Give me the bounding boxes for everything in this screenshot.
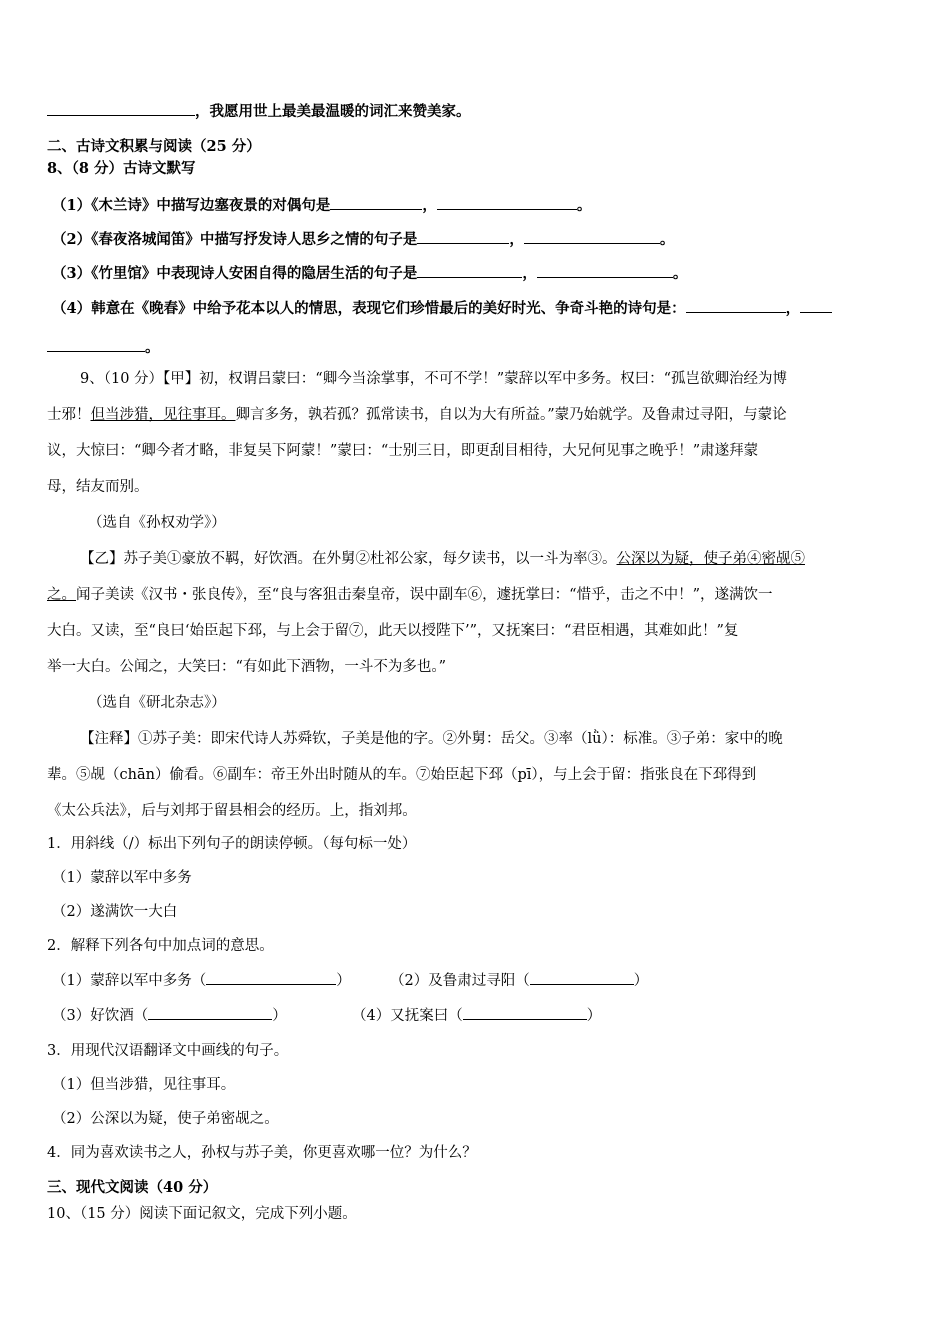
- q9-jia-source: （选自《孙权劝学》）: [88, 515, 226, 531]
- answer-blank[interactable]: [437, 195, 577, 210]
- underlined-sentence: 公深以为疑，使子弟④密觇⑤: [616, 551, 805, 567]
- q9-sub2-d: （4）又抚案曰（ ）: [352, 1005, 601, 1026]
- q9-sub1-question: 1．用斜线（/）标出下列句子的朗读停顿。（每句标一处）: [47, 836, 417, 852]
- top-line: ，我愿用世上最美最温暖的词汇来赞美家。: [47, 101, 471, 122]
- answer-blank[interactable]: [206, 970, 336, 985]
- q9-sub2-b: （2）及鲁肃过寻阳（ ）: [390, 970, 648, 991]
- section-2-title: 二、古诗文积累与阅读（25 分）: [47, 138, 261, 155]
- q9-sub3-a: （1）但当涉猎，见往事耳。: [52, 1077, 236, 1093]
- q9-yi-source: （选自《研北杂志》）: [88, 695, 226, 711]
- q9-jia-line-3: 议，大惊曰：“卿今者才略，非复吴下阿蒙！”蒙曰：“士别三日，即更刮目相待，大兄何见事之晚乎！”肃遂拜蒙: [47, 443, 759, 459]
- q9-sub3-question: 3．用现代汉语翻译文中画线的句子。: [47, 1043, 289, 1059]
- answer-blank[interactable]: [463, 1005, 587, 1020]
- q9-sub2-question: 2．解释下列各句中加点词的意思。: [47, 938, 274, 954]
- answer-blank[interactable]: [417, 263, 522, 278]
- q9-note-line-3: 《太公兵法》，后与刘邦于留县相会的经历。上，指刘邦。: [47, 803, 417, 819]
- answer-blank[interactable]: [524, 229, 660, 244]
- answer-blank[interactable]: [417, 229, 509, 244]
- q8-heading: 8、（8 分）古诗文默写: [47, 160, 196, 177]
- q9-yi-line-3: 大白。又读，至“良曰‘始臣起下邳，与上会于留⑦，此天以授陛下’”，又抚案曰：“君臣相遇，其难如此！”复: [47, 623, 739, 639]
- q8-item-3: （3）《竹里馆》中表现诗人安困自得的隐居生活的句子是 ， 。: [52, 265, 688, 282]
- q9-jia-line-1: 9、（10 分）【甲】初，权谓吕蒙曰：“卿今当涂掌事，不可不学！”蒙辞以军中多务。权曰：“孤岂欲卿治经为博: [80, 371, 788, 387]
- q9-yi-line-1: 【乙】苏子美①豪放不羁，好饮酒。在外舅②杜祁公家，每夕读书，以一斗为率③。公深以为疑，使子弟④密觇⑤: [80, 551, 805, 567]
- q8-item-4-cont: 。: [47, 337, 160, 358]
- answer-blank[interactable]: [686, 298, 786, 313]
- answer-blank[interactable]: [47, 101, 195, 116]
- answer-blank[interactable]: [330, 195, 422, 210]
- q9-sub3-b: （2）公深以为疑，使子弟密觇之。: [52, 1111, 279, 1127]
- q9-jia-line-2: 士邪！但当涉猎，见往事耳。卿言多务，孰若孤？孤常读书，自以为大有所益。”蒙乃始就学。及鲁肃过寻阳，与蒙论: [47, 407, 787, 423]
- q9-yi-line-2: 之。闻子美读《汉书・张良传》，至“良与客狙击秦皇帝，误中副车⑥，遽抚掌曰：“惜乎，击之不中！”，遂满饮一: [47, 587, 773, 603]
- q9-sub1-a: （1）蒙辞以军中多务: [52, 870, 192, 886]
- q8-item-1: （1）《木兰诗》中描写边塞夜景的对偶句是 ， 。: [52, 197, 592, 214]
- q9-sub1-b: （2）遂满饮一大白: [52, 904, 178, 920]
- underlined-sentence: 但当涉猎，见往事耳。: [90, 407, 236, 423]
- answer-blank[interactable]: [47, 337, 145, 352]
- q9-note-line-2: 辈。⑤觇（chān）偷看。⑥副车：帝王外出时随从的车。⑦始臣起下邳（pī），与上会于留：指张良在下邳得到: [47, 767, 757, 783]
- answer-blank[interactable]: [800, 298, 832, 313]
- q8-item-2: （2）《春夜洛城闻笛》中描写抒发诗人思乡之情的句子是 ， 。: [52, 231, 675, 248]
- answer-blank[interactable]: [148, 1005, 272, 1020]
- q9-note-line-1: 【注释】①苏子美：即宋代诗人苏舜钦，子美是他的字。②外舅：岳父。③率（lǜ）：标准。③子弟：家中的晚: [80, 731, 783, 747]
- answer-blank[interactable]: [530, 970, 634, 985]
- q8-item-4: （4）韩意在《晚春》中给予花本以人的情思，表现它们珍惜最后的美好时光、争奇斗艳的诗句是： ，: [52, 298, 832, 319]
- q9-sub4-question: 4．同为喜欢读书之人，孙权与苏子美，你更喜欢哪一位？为什么？: [47, 1145, 477, 1161]
- section-3-title: 三、现代文阅读（40 分）: [47, 1179, 218, 1196]
- q9-sub2-a: （1）蒙辞以军中多务（ ）: [52, 970, 351, 991]
- q10-heading: 10、（15 分）阅读下面记叙文，完成下列小题。: [47, 1206, 357, 1222]
- answer-blank[interactable]: [537, 263, 673, 278]
- q9-sub2-c: （3）好饮酒（ ）: [52, 1005, 287, 1026]
- q9-yi-line-4: 举一大白。公闻之，大笑曰：“有如此下酒物，一斗不为多也。”: [47, 659, 447, 675]
- q9-jia-line-4: 母，结友而别。: [47, 479, 149, 495]
